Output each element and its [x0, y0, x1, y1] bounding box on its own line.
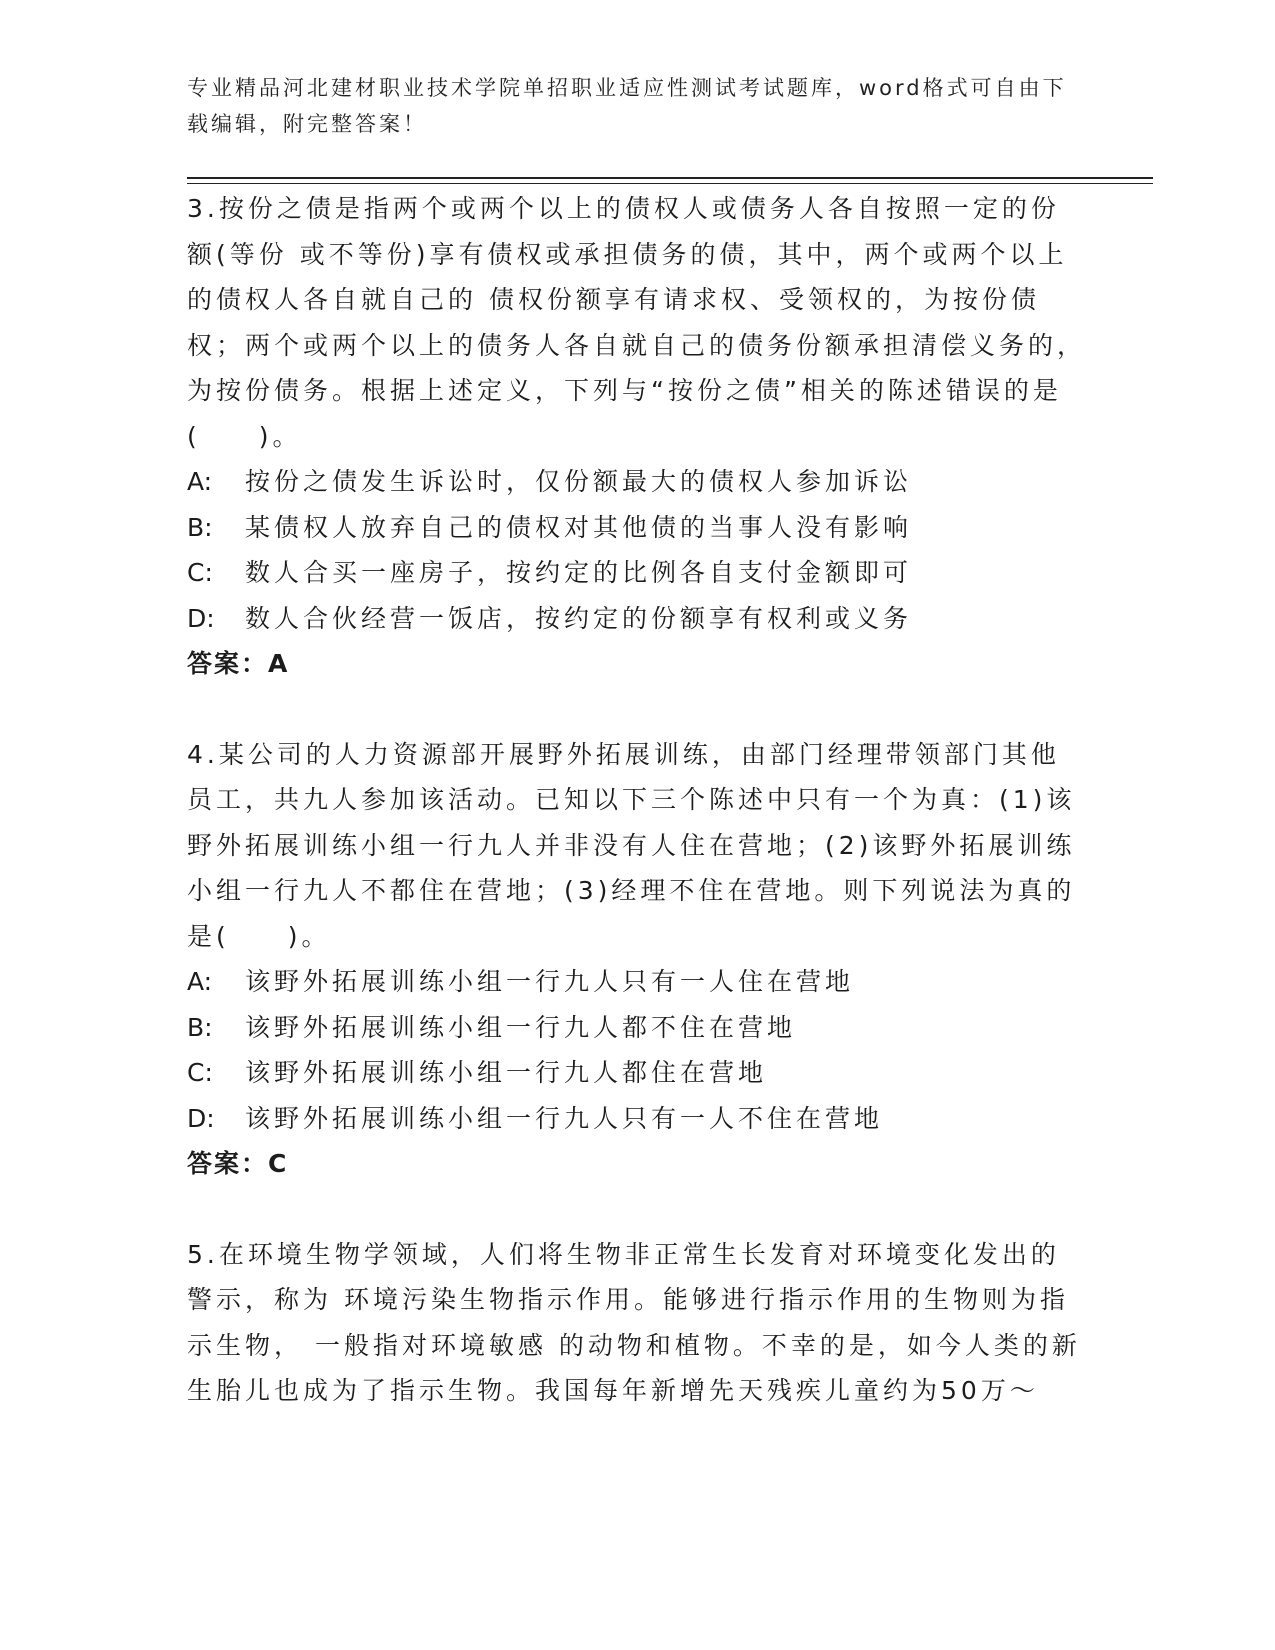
option-text: 数人合伙经营一饭店，按约定的份额享有权利或义务 — [245, 603, 913, 633]
header-text: 专业精品河北建材职业技术学院单招职业适应性测试考试题库，word格式可自由下载编辑，附完整答案！ — [187, 76, 1067, 136]
answer-line: 答案：C — [187, 1149, 289, 1178]
option-b — [187, 505, 1087, 551]
header-rule-thin — [187, 183, 1153, 184]
option-letter: D: — [187, 603, 215, 633]
document-body — [187, 186, 1087, 1414]
option-text: 数人合买一座房子，按约定的比例各自支付金额即可 — [245, 558, 913, 587]
option-text: 某债权人放弃自己的债权对其他债的当事人没有影响 — [245, 512, 913, 542]
question-spacer — [187, 1187, 1087, 1232]
question-spacer — [187, 687, 1087, 732]
question-stem: 4.某公司的人力资源部开展野外拓展训练，由部门经理带领部门其他员工，共九人参加该活动。已知以下三个陈述中只有一个为真：(1)该野外拓展训练小组一行九人并非没有人住在营地；(2)该野外拓展训练小组一行九人不都住在营地；(3)经理不住在营地。则下列说法为真的是( )。 — [187, 739, 1076, 951]
option-a — [187, 959, 1087, 1005]
option-letter: B: — [187, 1012, 213, 1042]
option-letter: C: — [187, 558, 213, 587]
question-3 — [187, 186, 1087, 687]
question-stem: 3.按份之债是指两个或两个以上的债权人或债务人各自按照一定的份额(等份 或不等份)享有债权或承担债务的债，其中，两个或两个以上的债权人各自就自己的 债权份额享有请求权、受领权的，为按份债权；两个或两个以上的债务人各自就自己的债务份额承担清偿义务的，为按份债务。根据上述定义，下列与“按份之债”相关的陈述错误的是( )。 — [187, 194, 1087, 451]
option-text: 该野外拓展训练小组一行九人只有一人不住在营地 — [245, 1103, 884, 1133]
header-rule-thick — [187, 177, 1153, 179]
option-letter: B: — [187, 512, 213, 542]
option-d — [187, 596, 1087, 642]
option-letter: C: — [187, 1058, 213, 1087]
option-text: 该野外拓展训练小组一行九人只有一人住在营地 — [245, 967, 855, 996]
option-text: 该野外拓展训练小组一行九人都住在营地 — [245, 1058, 768, 1087]
option-c — [187, 550, 1087, 596]
option-c — [187, 1050, 1087, 1096]
option-letter: A: — [187, 967, 213, 996]
option-a — [187, 459, 1087, 505]
option-letter: D: — [187, 1103, 215, 1133]
document-header — [187, 70, 1067, 142]
question-stem: 5.在环境生物学领域，人们将生物非正常生长发育对环境变化发出的警示，称为 环境污染生物指示作用。能够进行指示作用的生物则为指示生物， 一般指对环境敏感 的动物和植物。不幸的是，如今人类的新生胎儿也成为了指示生物。我国每年新增先天残疾儿童约为50万～ — [187, 1239, 1081, 1405]
option-text: 按份之债发生诉讼时，仅份额最大的债权人参加诉讼 — [245, 467, 913, 496]
answer-line: 答案：A — [187, 649, 290, 678]
option-text: 该野外拓展训练小组一行九人都不住在营地 — [245, 1012, 797, 1042]
question-5 — [187, 1232, 1087, 1414]
option-letter: A: — [187, 467, 213, 496]
option-b — [187, 1005, 1087, 1051]
option-d — [187, 1096, 1087, 1142]
question-4 — [187, 732, 1087, 1187]
